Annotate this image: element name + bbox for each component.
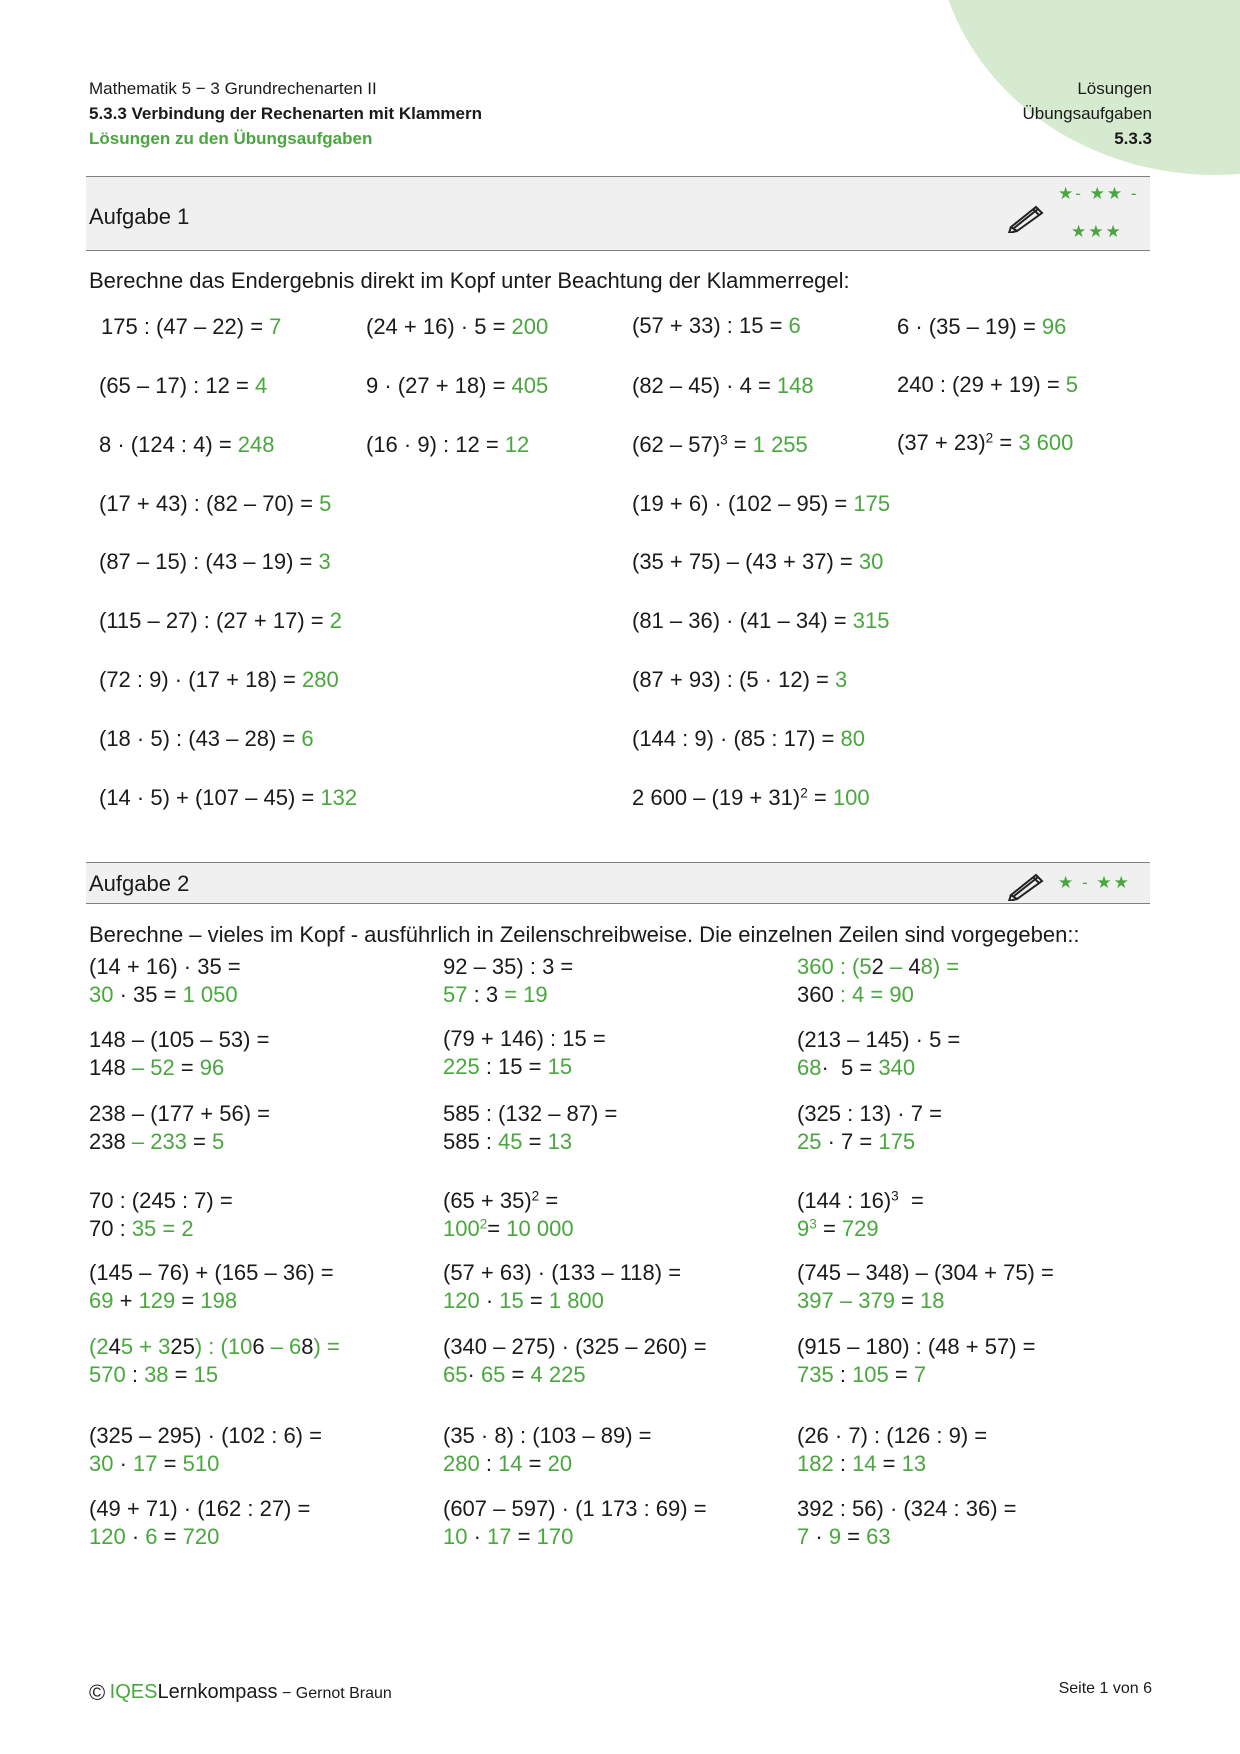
exercise-1u: (18 · 5) : (43 – 28) = 6: [99, 726, 314, 751]
exercise-2q: (340 – 275) · (325 – 260) = 65· 65 = 4 225: [443, 1334, 707, 1387]
exercise-1c: (57 + 33) : 15 = 6: [632, 313, 801, 338]
exercise-2f: (213 – 145) · 5 = 68· 5 = 340: [797, 1027, 961, 1080]
exercise-2d: 148 – (105 – 53) = 148 – 52 = 96: [89, 1027, 270, 1080]
exercise-1t: (87 + 93) : (5 · 12) = 3: [632, 667, 848, 692]
task-1-instruction: Berechne das Endergebnis direkt im Kopf unter Beachtung der Klammerregel:: [89, 268, 850, 293]
exercise-2u: (26 · 7) : (126 : 9) = 182 : 14 = 13: [797, 1423, 988, 1476]
exercise-1x: 2 $600 - (19 + 31)^2 = 100$: [632, 785, 870, 810]
difficulty-stars-top: ★- ★★ -: [1058, 184, 1139, 203]
document-header: [89, 76, 482, 151]
footer-brand: [89, 1680, 392, 1706]
exercise-1j: (16 · 9) : 12 = 12: [366, 432, 530, 457]
exercise-1b: (24 + 16) · 5 = 200: [366, 314, 549, 339]
exercise-1m: (17 + 43) : (82 – 70) = 5: [99, 491, 332, 516]
exercise-1g: (82 – 45) · 4 = 148: [632, 373, 814, 398]
exercise-2m: (145 – 76) + (165 – 36) = 69 + 129 = 198: [89, 1260, 334, 1313]
exercise-2e: (79 + 146) : 15 = 225 : 15 = 15: [443, 1026, 606, 1079]
exercise-1e: (65 – 17) : 12 = 4: [99, 373, 268, 398]
exercise-2h: 585 : (132 – 87) = 585 : 45 = 13: [443, 1101, 618, 1154]
task-2-instruction: Berechne – vieles im Kopf - ausführlich in Zeilenschreibweise. Die einzelnen Zeilen sind vorgegeben::: [89, 922, 1080, 947]
header-section-number: 5.3.3: [1114, 129, 1152, 148]
copyright-symbol: ©: [89, 1680, 106, 1705]
page-number: Seite 1 von 6: [1058, 1680, 1152, 1697]
difficulty-stars-bottom: ★★★: [1071, 222, 1123, 241]
exercise-1q: (115 – 27) : (27 + 17) = 2: [99, 608, 342, 633]
exercise-2i: (325 : 13) · 7 = 25 · 7 = 175: [797, 1101, 942, 1154]
header-label-exercises: Übungsaufgaben: [1022, 104, 1152, 123]
exercise-1i: 8 · (124 : 4) = 248: [99, 432, 275, 457]
exercise-2s: (325 – 295) · (102 : 6) = 30 · 17 = 510: [89, 1423, 322, 1476]
exercise-2t: (35 · 8) : (103 – 89) = 280 : 14 = 20: [443, 1423, 652, 1476]
exercise-1w: (14 · 5) + (107 – 45) = 132: [99, 785, 358, 810]
exercise-1f: 9 · (27 + 18) = 405: [366, 373, 549, 398]
solutions-subtitle: Lösungen zu den Übungsaufgaben: [89, 129, 373, 148]
task-2-header: [86, 862, 1150, 904]
exercise-2j: 70 : (245 : 7) = 70 : 35 = 2: [89, 1188, 233, 1241]
task-1-title: Aufgabe 1: [89, 204, 190, 229]
document-header-right: [1022, 76, 1152, 151]
task-2-title: Aufgabe 2: [89, 871, 190, 896]
exercise-2g: 238 – (177 + 56) = 238 – 233 = 5: [89, 1101, 271, 1154]
exercise-1k: (62 – 57)$^3$ = 1 255: [632, 432, 808, 457]
course-title: Mathematik 5 − 3 Grundrechenarten II: [89, 79, 377, 98]
exercise-2l: (144 : 16)$^3$ = $9^3 = 729$: [797, 1188, 924, 1241]
chapter-title: 5.3.3 Verbindung der Rechenarten mit Klammern: [89, 104, 483, 123]
exercise-2k: $(65 + 35)^2$ = $100^2= 10$ 000: [443, 1188, 574, 1241]
exercise-1a: 175 : (47 – 22) = 7: [101, 314, 282, 339]
pencil-icon: [1006, 197, 1046, 233]
task-1-header: [86, 176, 1150, 251]
exercise-1r: (81 – 36) · (41 – 34) = 315: [632, 608, 890, 633]
footer-author: − Gernot Braun: [277, 1685, 392, 1702]
exercise-2r: (915 – 180) : (48 + 57) = 735 : 105 = 7: [797, 1334, 1036, 1387]
exercise-1n: (19 + 6) · (102 – 95) = 175: [632, 491, 891, 516]
exercise-1s: (72 : 9) · (17 + 18) = 280: [99, 667, 339, 692]
exercise-2n: (57 + 63) · (133 – 118) = 120 · 15 = 1 800: [443, 1260, 682, 1313]
exercise-2p: (245 + 325) : (106 – 68) = 570 : 38 = 15: [89, 1334, 340, 1387]
brand-logo-iqes: IQES: [109, 1681, 158, 1703]
exercise-1o: (87 – 15) : (43 – 19) = 3: [99, 549, 331, 574]
difficulty-stars: ★ - ★★: [1058, 873, 1131, 892]
exercise-2o: (745 – 348) – (304 + 75) = 397 – 379 = 18: [797, 1260, 1054, 1313]
exercise-2w: (607 – 597) · (1 173 : 69) = 10 · 17 = 170: [443, 1496, 707, 1549]
pencil-icon: [1006, 865, 1046, 901]
exercise-2x: 392 : 56) · (324 : 36) = 7 · 9 = 63: [797, 1496, 1017, 1549]
exercise-1v: (144 : 9) · (85 : 17) = 80: [632, 726, 865, 751]
brand-logo-lernkompass: Lernkompass: [157, 1681, 278, 1703]
exercise-1l: $(37 + 23)^2 = 3$ 600: [897, 430, 1074, 455]
exercise-2a: (14 + 16) · 35 = 30 · 35 = 1 050: [89, 954, 241, 1007]
exercise-2c: 360 : (52 – 48) = 360 : 4 = 90: [797, 954, 960, 1007]
exercise-1p: (35 + 75) – (43 + 37) = 30: [632, 549, 884, 574]
exercise-1h: 240 : (29 + 19) = 5: [897, 372, 1079, 397]
exercise-2b: 92 – 35) : 3 = 57 : 3 = 19: [443, 954, 574, 1007]
header-label-solutions: Lösungen: [1077, 79, 1152, 98]
exercise-1d: 6 · (35 – 19) = 96: [897, 314, 1067, 339]
exercise-2v: (49 + 71) · (162 : 27) = 120 · 6 = 720: [89, 1496, 311, 1549]
